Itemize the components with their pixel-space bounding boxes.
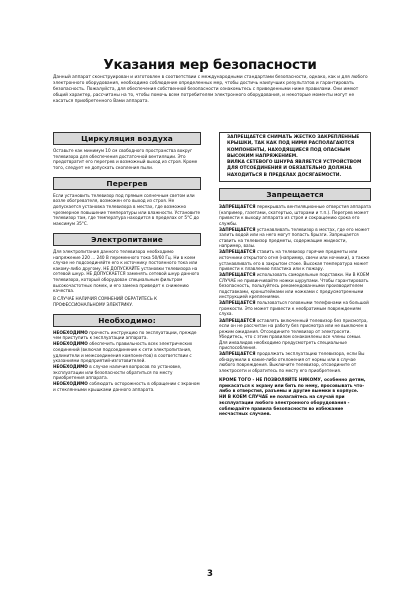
prohibited-item: ЗАПРЕЩАЕТСЯ продолжать эксплуатацию телевизора, если Вы обнаружили в какие-либо отклонения от нормы или в случае любого повреждения. Выключите телевизор, отсоедините от электросети и обратитесь по месту его приобретения. — [219, 351, 365, 373]
final-warning-safety: НИ В КОЕМ СЛУЧАЕ не полагайтесь на случай при эксплуатации любого электронного оборудования - соблюдайте правила безопасности во избежание несчастных случаев. — [219, 395, 350, 418]
required-item: НЕОБХОДИМО соблюдать осторожность в обращении с экраном и стеклянными крышками данного аппарата. — [53, 381, 200, 392]
power-supply-text: Для электропитания данного телевизора необходимо напряжение 220 ... 240 В переменного тока 50/60 Гц. Ни в коем случае не подсоединяйте его к источнику постоянного тока или какому-либо другому. НЕ ДОПУСКАЙТЕ установки телевизора на сетевой шнур. НЕ ДОПУСКАЕТСЯ заменять сетевой шнур данного телевизора, который оборудован специальным фильтром высокочастотных помех, и его замена приведет к снижению качества. — [53, 248, 200, 294]
left-column — [53, 132, 201, 393]
prohibited-item: ЗАПРЕЩАЕТСЯ устанавливать телевизор в местах, где его может залить водой или на него могут попасть брызги. Запрещается ставить на телевизор предметы, содержащие жидкости, например, вазы. — [219, 226, 370, 249]
power-supply-electrician-note: В СЛУЧАЕ НАЛИЧИЯ СОМНЕНИЙ ОБРАТИТЕСЬ К ПРОФЕССИОНАЛЬНОМУ ЭЛЕКТРИКУ. — [53, 296, 158, 307]
final-warning-children: КРОМЕ ТОГО - НЕ ПОЗВОЛЯЙТЕ НИКОМУ, особенно детям, прикасаться к экрану или бить по нему, просовывать что-либо в отверстия, разъемы и другие выемки в корпусе. — [219, 377, 366, 395]
intro-paragraph: Данный аппарат сконструирован и изготовлен в соответствии с международными стандартами безопасности, однако, как и для любого электронного оборудования, необходимо соблюдение определенных мер, чтобы достичь наилучших результатов и гарантировать безопасность. Пожалуйста, для обеспечения собственной безопасности ознакомьтесь с приведенными ниже правилами. Они имеют общий характер, рассчитаны на то, чтобы помочь всем потребителям электронного оборудования, и некоторые моменты могут не касаться приобретенного Вами аппарата. — [53, 75, 368, 104]
required-item: НЕОБХОДИМО обеспечить правильность всех электрических соединений (включая подсоединение к сети электропитания, удлинители и межсоединения компонентов) в соответствии с указаниями предприятий-изготовителей. — [53, 341, 193, 364]
required-item: НЕОБХОДИМО прочесть инструкцию по эксплуатации, прежде чем приступить к эксплуатации аппарата. — [53, 329, 197, 341]
prohibited-item: ЗАПРЕЩАЕТСЯ использовать самодельные подставки. Ни В КОЕМ СЛУЧАЕ не привинчивайте ножки шурупами. Чтобы гарантировать безопасность, пользуйтесь рекомендованными производителем подставками, кронштейнами или ножками с предусмотренными инструкцией креплениями. — [219, 272, 370, 300]
caution-covers-text: ЗАПРЕЩАЕТСЯ СНИМАТЬ ЖЕСТКО ЗАКРЕПЛЕННЫЕ КРЫШКИ, ТАК КАК ПОД НИМИ РАСПОЛАГАЮТСЯ КОМПОНЕНТЫ, НАХОДЯЩИЕСЯ ПОД ОПАСНЫМ ВЫСОКИМ НАПРЯЖЕНИЕМ. — [227, 135, 360, 159]
page-title: Указания мер безопасности — [103, 57, 317, 73]
power-supply-heading: Электропитание — [53, 233, 201, 246]
air-circulation-heading: Циркуляция воздуха — [53, 132, 201, 145]
overheating-text: Если установить телевизор под прямым солнечным светом или возле обогревателя, возможен его выход из строя. Не допускается установка телевизора в местах, где возможно чрезмерное повышение температуры или влажности. Установите телевизор там, где температура находится в пределах от 5°С до максимум 35°С. — [53, 192, 201, 226]
prohibited-item: ЗАПРЕЩАЕТСЯ ставить на телевизор горячие предметы или источники открытого огня (например, свечи или ночники), а также устанавливать его в закрытом стоке. Высокая температура может привести к плавлению пластика или к пожару. — [219, 249, 370, 272]
caution-plug-text: ВИЛКА СЕТЕВОГО ШНУРА ЯВЛЯЕТСЯ УСТРОЙСТВОМ ДЛЯ ОТСОЕДИНЕНИЯ И ОБЯЗАТЕЛЬНО ДОЛЖНА НАХОДИТЬСЯ В ПРЕДЕЛАХ ДОСЯГАЕМОСТИ. — [227, 160, 362, 178]
required-item: НЕОБХОДИМО в случае наличия вопросов по установке, эксплуатации или безопасности обратиться по месту приобретения аппарата. — [53, 364, 182, 381]
prohibited-item: ЗАПРЕЩАЕТСЯ оставлять включенный телевизор без присмотра, если он не рассчитан на работу без присмотра или не выключен в режим ожидания. Отсоедините телевизор от электросети. Убедитесь, что с этим правилом ознакомлены все члены семьи. Для инвалидов необходимо предусмотреть специальные приспособления. — [219, 317, 368, 351]
high-voltage-caution-box — [219, 132, 371, 182]
overheating-heading: Перегрев — [53, 177, 201, 190]
prohibited-item: ЗАПРЕЩАЕТСЯ перекрывать вентиляционные отверстия аппарата (например, газетами, скатертью, шторами и т.п.). Перегрев может привести к выходу аппарата из строя и сокращению срока его службы. — [219, 204, 371, 226]
prohibited-heading: Запрещается — [219, 188, 371, 201]
required-heading: Необходимо: — [53, 314, 201, 327]
air-circulation-text: Оставьте как минимум 10 см свободного пространства вокруг телевизора для обеспечения достаточной вентиляции. Это предотвратит его перегрев и возможный выход из строя. Кроме того, следует не допускать скопления пыли. — [53, 148, 198, 170]
right-column — [219, 132, 371, 418]
prohibited-item: ЗАПРЕЩАЕТСЯ пользоваться головными телефонами на большой громкости. Это может привести к необратимым повреждениям слуха. — [219, 300, 369, 317]
page-number: 3 — [207, 569, 213, 579]
